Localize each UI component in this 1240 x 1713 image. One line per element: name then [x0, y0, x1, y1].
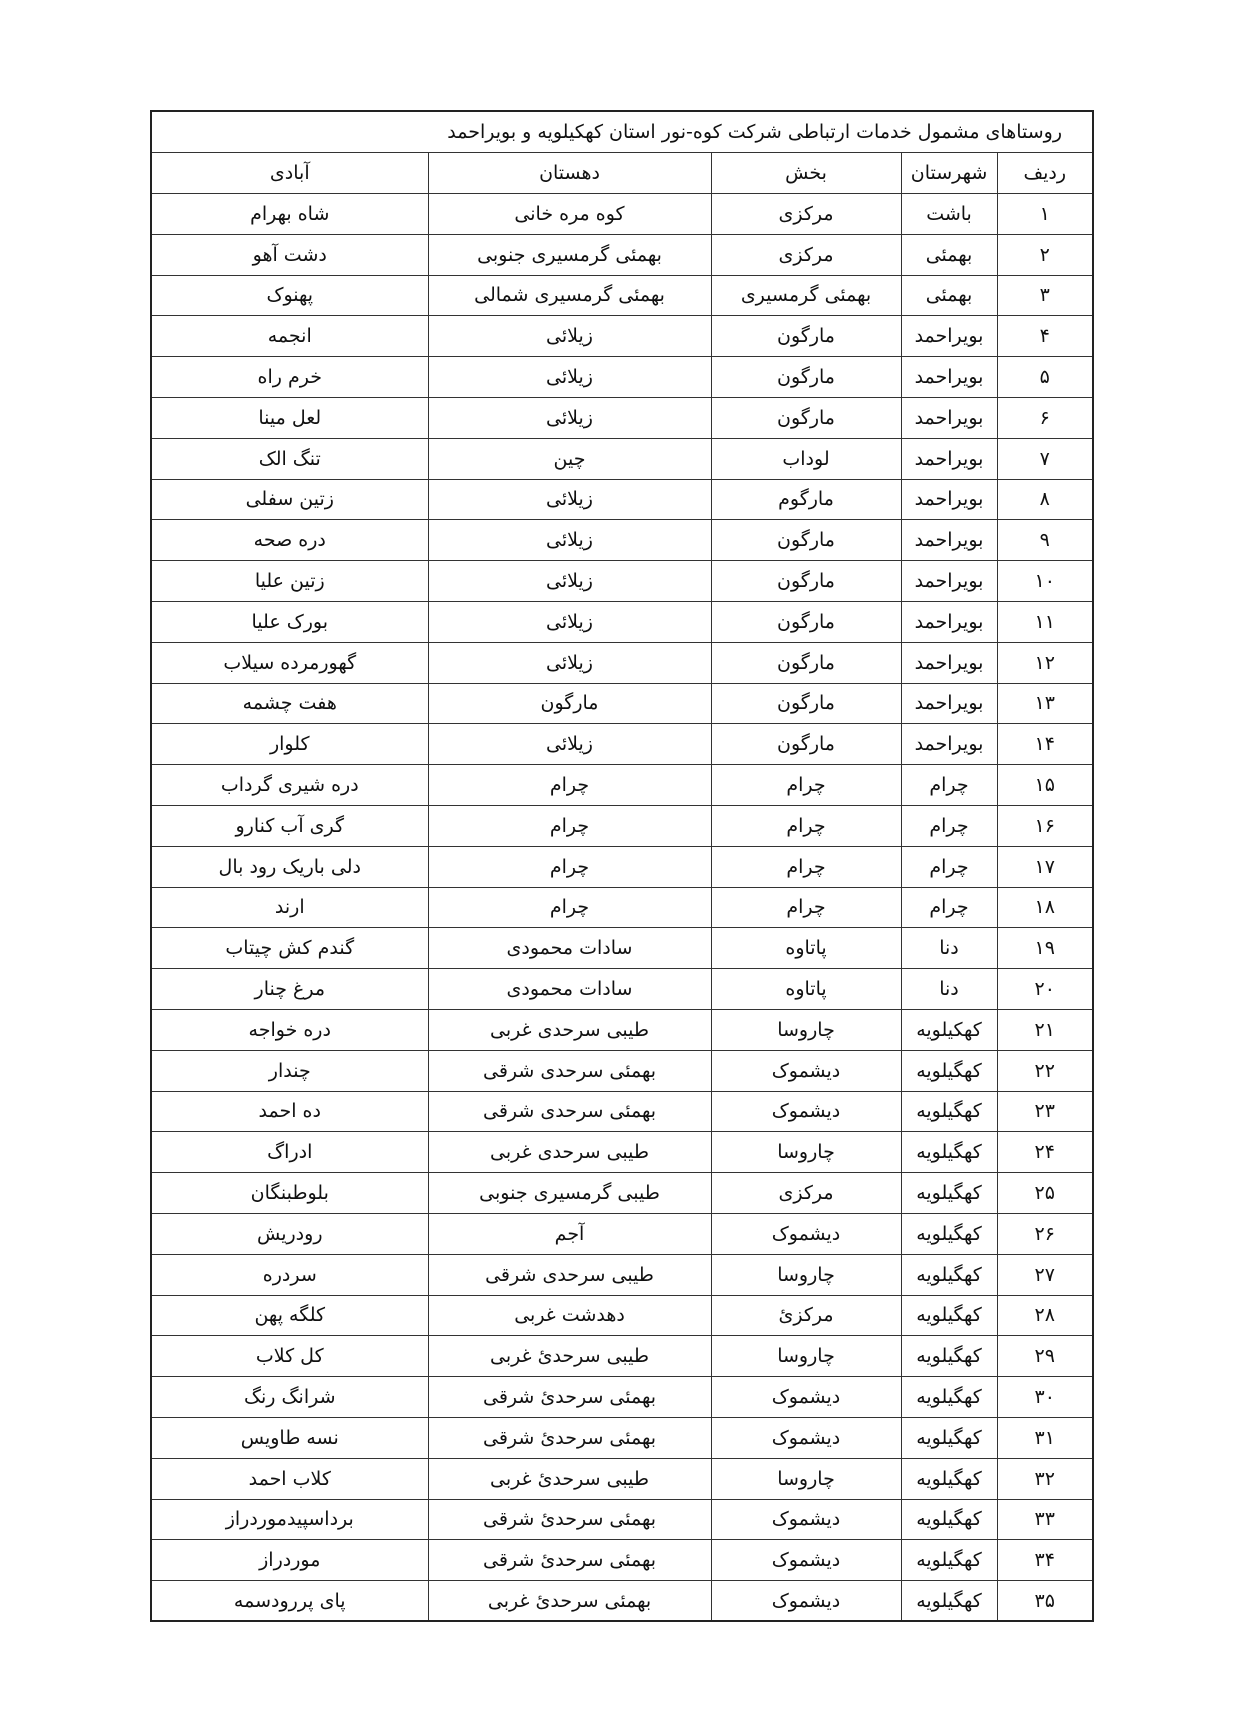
table-row	[151, 683, 1093, 724]
cell-abadi: دلی باریک رود بال	[151, 846, 428, 887]
cell-abadi: تنگ الک	[151, 438, 428, 479]
cell-dehestan: زیلائی	[428, 561, 711, 602]
cell-shahrestan: کهکیلویه	[901, 1009, 997, 1050]
cell-dehestan: بهمئی سرحدئ غربی	[428, 1581, 711, 1622]
table-row	[151, 1295, 1093, 1336]
cell-dehestan: سادات محمودی	[428, 969, 711, 1010]
cell-shahrestan: چرام	[901, 846, 997, 887]
cell-bakhsh: مارگون	[711, 520, 901, 561]
cell-radif: ۲۲	[997, 1050, 1093, 1091]
cell-abadi: دره صحه	[151, 520, 428, 561]
cell-abadi: ادراگ	[151, 1132, 428, 1173]
cell-dehestan: چرام	[428, 846, 711, 887]
table-row	[151, 1540, 1093, 1581]
cell-bakhsh: چاروسا	[711, 1132, 901, 1173]
cell-bakhsh: چرام	[711, 846, 901, 887]
cell-abadi: شرانگ رنگ	[151, 1377, 428, 1418]
table-row	[151, 194, 1093, 235]
cell-bakhsh: مارگون	[711, 357, 901, 398]
cell-radif: ۲۳	[997, 1091, 1093, 1132]
cell-dehestan: بهمئی سرحدئ شرقی	[428, 1377, 711, 1418]
cell-dehestan: بهمئی گرمسیری جنوبی	[428, 234, 711, 275]
table-row	[151, 438, 1093, 479]
cell-bakhsh: دیشموک	[711, 1091, 901, 1132]
cell-bakhsh: چرام	[711, 887, 901, 928]
cell-dehestan: سادات محمودی	[428, 928, 711, 969]
cell-dehestan: طیبی سرحدئ غربی	[428, 1458, 711, 1499]
cell-abadi: گندم کش چیتاب	[151, 928, 428, 969]
cell-shahrestan: کهگیلویه	[901, 1254, 997, 1295]
cell-bakhsh: بهمئی گرمسیری	[711, 275, 901, 316]
table-header-row	[151, 153, 1093, 194]
cell-bakhsh: مرکزی	[711, 234, 901, 275]
cell-abadi: شاه بهرام	[151, 194, 428, 235]
cell-shahrestan: کهگیلویه	[901, 1581, 997, 1622]
cell-dehestan: طیبی گرمسیری جنوبی	[428, 1173, 711, 1214]
cell-shahrestan: بهمئی	[901, 234, 997, 275]
cell-abadi: لعل مینا	[151, 397, 428, 438]
cell-dehestan: زیلائی	[428, 724, 711, 765]
cell-abadi: زتین سفلی	[151, 479, 428, 520]
cell-abadi: کل کلاب	[151, 1336, 428, 1377]
cell-dehestan: زیلائی	[428, 357, 711, 398]
cell-bakhsh: دیشموک	[711, 1377, 901, 1418]
cell-shahrestan: دنا	[901, 928, 997, 969]
cell-bakhsh: چاروسا	[711, 1458, 901, 1499]
cell-radif: ۱۲	[997, 642, 1093, 683]
table-row	[151, 642, 1093, 683]
table-row	[151, 765, 1093, 806]
cell-radif: ۲۵	[997, 1173, 1093, 1214]
cell-radif: ۱۳	[997, 683, 1093, 724]
cell-shahrestan: دنا	[901, 969, 997, 1010]
cell-abadi: بورک علیا	[151, 601, 428, 642]
cell-bakhsh: دیشموک	[711, 1417, 901, 1458]
cell-shahrestan: بویراحمد	[901, 479, 997, 520]
cell-shahrestan: چرام	[901, 887, 997, 928]
cell-dehestan: بهمئی گرمسیری شمالی	[428, 275, 711, 316]
cell-bakhsh: دیشموک	[711, 1213, 901, 1254]
table-row	[151, 1050, 1093, 1091]
cell-dehestan: بهمئی سرحدی شرقی	[428, 1050, 711, 1091]
cell-radif: ۱۸	[997, 887, 1093, 928]
table-title: روستاهای مشمول خدمات ارتباطی شرکت کوه-نور استان کهکیلویه و بویراحمد	[151, 111, 1093, 153]
cell-bakhsh: مارگوم	[711, 479, 901, 520]
cell-bakhsh: پاتاوه	[711, 928, 901, 969]
cell-dehestan: بهمئی سرحدئ شرقی	[428, 1417, 711, 1458]
table-row	[151, 928, 1093, 969]
cell-abadi: ارند	[151, 887, 428, 928]
cell-dehestan: طیبی سرحدئ غربی	[428, 1336, 711, 1377]
cell-shahrestan: چرام	[901, 765, 997, 806]
cell-abadi: دره شیری گرداب	[151, 765, 428, 806]
cell-bakhsh: مارگون	[711, 683, 901, 724]
cell-shahrestan: بویراحمد	[901, 724, 997, 765]
table-row	[151, 316, 1093, 357]
cell-shahrestan: کهگیلویه	[901, 1458, 997, 1499]
cell-radif: ۳۵	[997, 1581, 1093, 1622]
cell-radif: ۳	[997, 275, 1093, 316]
table-row	[151, 846, 1093, 887]
table-row	[151, 1009, 1093, 1050]
table-row	[151, 1499, 1093, 1540]
cell-dehestan: دهدشت غربی	[428, 1295, 711, 1336]
table-row	[151, 397, 1093, 438]
cell-bakhsh: دیشموک	[711, 1050, 901, 1091]
cell-dehestan: زیلائی	[428, 642, 711, 683]
table-row	[151, 887, 1093, 928]
cell-abadi: کلگه پهن	[151, 1295, 428, 1336]
cell-bakhsh: مرکزی	[711, 194, 901, 235]
cell-shahrestan: بویراحمد	[901, 601, 997, 642]
cell-shahrestan: کهگیلویه	[901, 1091, 997, 1132]
table-row	[151, 479, 1093, 520]
table-row	[151, 724, 1093, 765]
cell-bakhsh: مارگون	[711, 601, 901, 642]
cell-dehestan: مارگون	[428, 683, 711, 724]
cell-dehestan: چرام	[428, 887, 711, 928]
cell-abadi: انجمه	[151, 316, 428, 357]
cell-radif: ۲	[997, 234, 1093, 275]
table-row	[151, 1377, 1093, 1418]
table-row	[151, 234, 1093, 275]
cell-radif: ۱۱	[997, 601, 1093, 642]
cell-bakhsh: لوداب	[711, 438, 901, 479]
cell-radif: ۱۵	[997, 765, 1093, 806]
table-row	[151, 1213, 1093, 1254]
table-row	[151, 805, 1093, 846]
cell-dehestan: طیبی سرحدی غربی	[428, 1132, 711, 1173]
cell-shahrestan: بویراحمد	[901, 316, 997, 357]
cell-abadi: بلوطبنگان	[151, 1173, 428, 1214]
cell-radif: ۲۷	[997, 1254, 1093, 1295]
table-row	[151, 1173, 1093, 1214]
cell-shahrestan: چرام	[901, 805, 997, 846]
table-title-row	[151, 111, 1093, 153]
cell-shahrestan: باشت	[901, 194, 997, 235]
header-bakhsh: بخش	[711, 153, 901, 194]
cell-radif: ۳۰	[997, 1377, 1093, 1418]
cell-shahrestan: کهگیلویه	[901, 1132, 997, 1173]
villages-table	[150, 110, 1094, 1622]
cell-shahrestan: بویراحمد	[901, 683, 997, 724]
cell-dehestan: چین	[428, 438, 711, 479]
cell-dehestan: بهمئی سرحدئ شرقی	[428, 1499, 711, 1540]
cell-shahrestan: بویراحمد	[901, 397, 997, 438]
cell-bakhsh: دیشموک	[711, 1581, 901, 1622]
cell-bakhsh: پاتاوه	[711, 969, 901, 1010]
cell-dehestan: چرام	[428, 765, 711, 806]
cell-shahrestan: بویراحمد	[901, 642, 997, 683]
header-radif: ردیف	[997, 153, 1093, 194]
cell-dehestan: آجم	[428, 1213, 711, 1254]
cell-abadi: هفت چشمه	[151, 683, 428, 724]
cell-radif: ۳۴	[997, 1540, 1093, 1581]
cell-abadi: رودریش	[151, 1213, 428, 1254]
header-abadi: آبادی	[151, 153, 428, 194]
cell-radif: ۳۳	[997, 1499, 1093, 1540]
cell-radif: ۱۰	[997, 561, 1093, 602]
cell-shahrestan: کهگیلویه	[901, 1336, 997, 1377]
cell-shahrestan: کهگیلویه	[901, 1499, 997, 1540]
cell-bakhsh: مارگون	[711, 397, 901, 438]
cell-abadi: دشت آهو	[151, 234, 428, 275]
cell-dehestan: بهمئی سرحدی شرقی	[428, 1091, 711, 1132]
cell-radif: ۱۶	[997, 805, 1093, 846]
cell-shahrestan: کهگیلویه	[901, 1377, 997, 1418]
cell-abadi: پای پررودسمه	[151, 1581, 428, 1622]
cell-dehestan: زیلائی	[428, 479, 711, 520]
cell-dehestan: زیلائی	[428, 316, 711, 357]
cell-shahrestan: بویراحمد	[901, 357, 997, 398]
cell-dehestan: بهمئی سرحدئ شرقی	[428, 1540, 711, 1581]
cell-shahrestan: کهگیلویه	[901, 1173, 997, 1214]
cell-abadi: برداسپیدموردراز	[151, 1499, 428, 1540]
cell-dehestan: طیبی سرحدی شرقی	[428, 1254, 711, 1295]
cell-dehestan: زیلائی	[428, 520, 711, 561]
cell-bakhsh: مارگون	[711, 642, 901, 683]
cell-dehestan: طیبی سرحدی غربی	[428, 1009, 711, 1050]
cell-bakhsh: مارگون	[711, 316, 901, 357]
cell-radif: ۱۷	[997, 846, 1093, 887]
cell-radif: ۷	[997, 438, 1093, 479]
cell-shahrestan: کهگیلویه	[901, 1213, 997, 1254]
cell-dehestan: کوه مره خانی	[428, 194, 711, 235]
cell-abadi: دره خواجه	[151, 1009, 428, 1050]
cell-abadi: کلاب احمد	[151, 1458, 428, 1499]
cell-abadi: گهورمرده سیلاب	[151, 642, 428, 683]
cell-dehestan: زیلائی	[428, 601, 711, 642]
cell-bakhsh: دیشموک	[711, 1499, 901, 1540]
header-dehestan: دهستان	[428, 153, 711, 194]
cell-abadi: کلوار	[151, 724, 428, 765]
table-row	[151, 601, 1093, 642]
cell-shahrestan: کهگیلویه	[901, 1050, 997, 1091]
cell-shahrestan: بهمئی	[901, 275, 997, 316]
cell-abadi: موردراز	[151, 1540, 428, 1581]
cell-radif: ۲۸	[997, 1295, 1093, 1336]
table-row	[151, 1581, 1093, 1622]
cell-radif: ۱۴	[997, 724, 1093, 765]
cell-bakhsh: مارگون	[711, 561, 901, 602]
table-row	[151, 1417, 1093, 1458]
cell-radif: ۲۶	[997, 1213, 1093, 1254]
cell-radif: ۴	[997, 316, 1093, 357]
cell-radif: ۵	[997, 357, 1093, 398]
cell-abadi: گری آب کنارو	[151, 805, 428, 846]
cell-shahrestan: کهگیلویه	[901, 1295, 997, 1336]
cell-radif: ۶	[997, 397, 1093, 438]
table-body	[151, 194, 1093, 1622]
cell-shahrestan: کهگیلویه	[901, 1540, 997, 1581]
cell-radif: ۸	[997, 479, 1093, 520]
table-row	[151, 561, 1093, 602]
table-row	[151, 1254, 1093, 1295]
cell-shahrestan: بویراحمد	[901, 520, 997, 561]
table-row	[151, 275, 1093, 316]
table-row	[151, 1458, 1093, 1499]
cell-shahrestan: کهگیلویه	[901, 1417, 997, 1458]
cell-shahrestan: بویراحمد	[901, 438, 997, 479]
cell-abadi: خرم راه	[151, 357, 428, 398]
cell-abadi: ده احمد	[151, 1091, 428, 1132]
table-row	[151, 1336, 1093, 1377]
cell-bakhsh: چاروسا	[711, 1254, 901, 1295]
cell-shahrestan: بویراحمد	[901, 561, 997, 602]
cell-radif: ۹	[997, 520, 1093, 561]
cell-radif: ۲۰	[997, 969, 1093, 1010]
table-row	[151, 357, 1093, 398]
cell-radif: ۳۲	[997, 1458, 1093, 1499]
cell-dehestan: چرام	[428, 805, 711, 846]
cell-bakhsh: چاروسا	[711, 1009, 901, 1050]
cell-bakhsh: دیشموک	[711, 1540, 901, 1581]
cell-dehestan: زیلائی	[428, 397, 711, 438]
cell-radif: ۱۹	[997, 928, 1093, 969]
header-shahrestan: شهرستان	[901, 153, 997, 194]
table-row	[151, 1091, 1093, 1132]
cell-bakhsh: مرکزئ	[711, 1295, 901, 1336]
cell-abadi: سردره	[151, 1254, 428, 1295]
cell-abadi: چندار	[151, 1050, 428, 1091]
cell-radif: ۳۱	[997, 1417, 1093, 1458]
table-row	[151, 969, 1093, 1010]
cell-abadi: زتین علیا	[151, 561, 428, 602]
cell-radif: ۱	[997, 194, 1093, 235]
table-row	[151, 1132, 1093, 1173]
cell-bakhsh: چاروسا	[711, 1336, 901, 1377]
cell-radif: ۲۹	[997, 1336, 1093, 1377]
table-row	[151, 520, 1093, 561]
cell-abadi: پهنوک	[151, 275, 428, 316]
cell-bakhsh: مرکزی	[711, 1173, 901, 1214]
cell-abadi: نسه طاویس	[151, 1417, 428, 1458]
cell-bakhsh: چرام	[711, 805, 901, 846]
cell-bakhsh: چرام	[711, 765, 901, 806]
cell-abadi: مرغ چنار	[151, 969, 428, 1010]
cell-radif: ۲۴	[997, 1132, 1093, 1173]
cell-bakhsh: مارگون	[711, 724, 901, 765]
cell-radif: ۲۱	[997, 1009, 1093, 1050]
